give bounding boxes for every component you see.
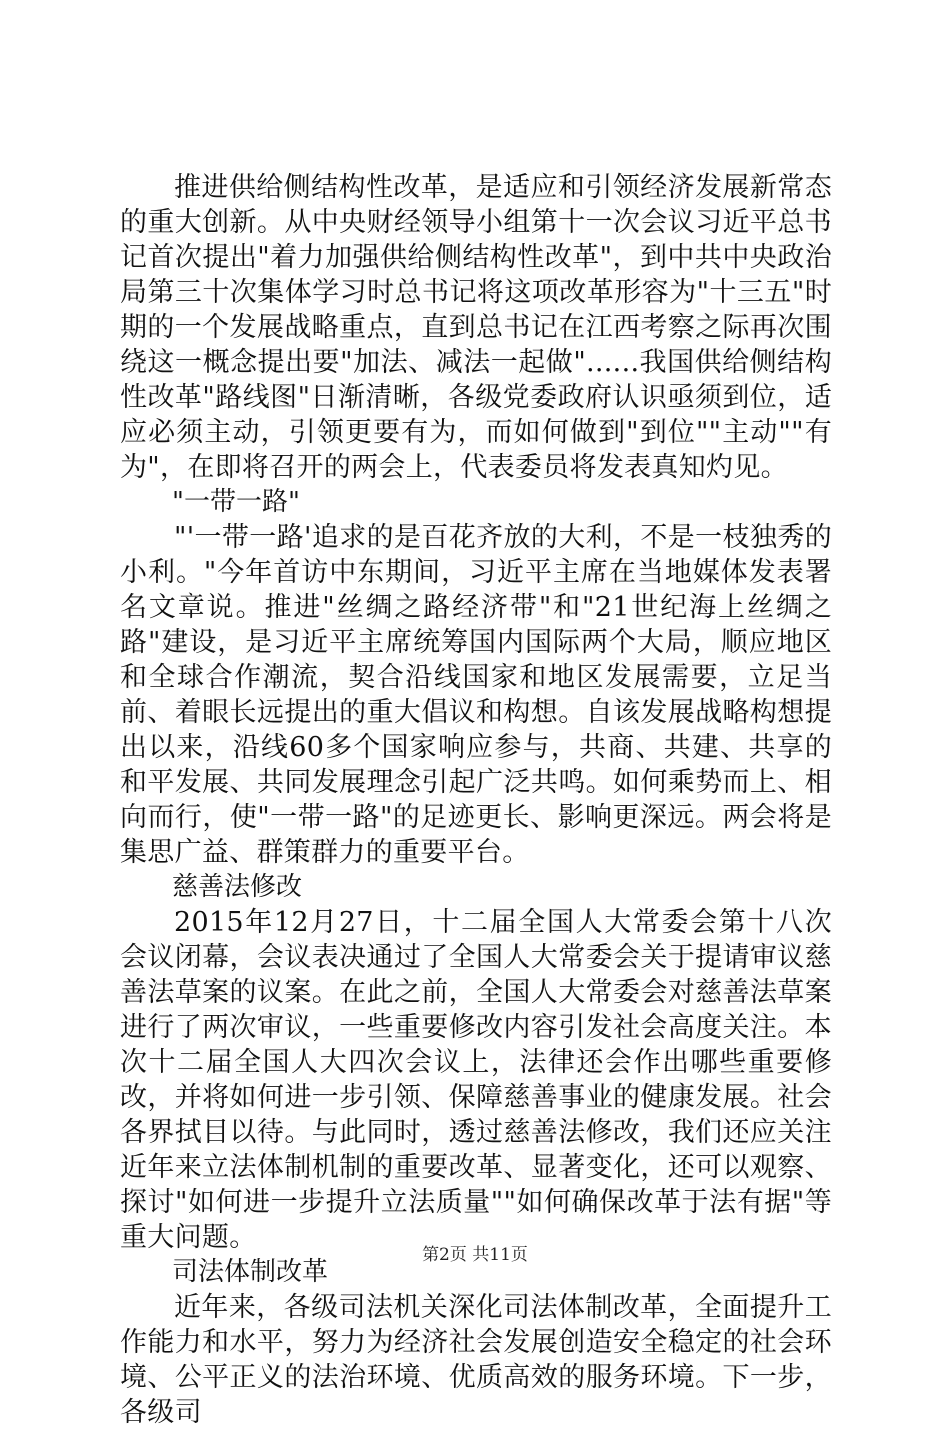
paragraph-judicial-reform: 近年来，各级司法机关深化司法体制改革，全面提升工作能力和水平，努力为经济社会发展创造安全稳定的社会环境、公平正义的法治环境、优质高效的服务环境。下一步，各级司 [120,1292,832,1428]
heading-judicial-reform: 司法体制改革 [172,1257,329,1287]
paragraph-supply-side-reform: 推进供给侧结构性改革，是适应和引领经济发展新常态的重大创新。从中央财经领导小组第十一次会议习近平总书记首次提出"着力加强供给侧结构性改革"，到中共中央政治局第三十次集体学习时总书记将这项改革形容为"十三五"时期的一个发展战略重点，直到总书记在江西考察之际再次围绕这一概念提出要"加法、减法一起做"......我国供给侧结构性改革"路线图"日渐清晰，各级党委政府认识亟须到位，适应必须主动，引领更要有为，而如何做到"到位""主动""有为"，在即将召开的两会上，代表委员将发表真知灼见。 [120,172,832,483]
heading-charity-law: 慈善法修改 [172,872,303,902]
paragraph-charity-law: 2015年12月27日，十二届全国人大常委会第十八次会议闭幕，会议表决通过了全国人大常委会关于提请审议慈善法草案的议案。在此之前，全国人大常委会对慈善法草案进行了两次审议，一些重要修改内容引发社会高度关注。本次十二届全国人大四次会议上，法律还会作出哪些重要修改，并将如何进一步引领、保障慈善事业的健康发展。社会各界拭目以待。与此同时，透过慈善法修改，我们还应关注近年来立法体制机制的重要改革、显著变化，还可以观察、探讨"如何进一步提升立法质量""如何确保改革于法有据"等重大问题。 [120,907,832,1253]
heading-belt-and-road: "一带一路" [172,487,300,517]
paragraph-belt-and-road: "'一带一路'追求的是百花齐放的大利，不是一枝独秀的小利。"今年首访中东期间，习近平主席在当地媒体发表署名文章说。推进"丝绸之路经济带"和"21世纪海上丝绸之路"建设，是习近平主席统筹国内国际两个大局，顺应地区和全球合作潮流，契合沿线国家和地区发展需要，立足当前、着眼长远提出的重大倡议和构想。自该发展战略构想提出以来，沿线60多个国家响应参与，共商、共建、共享的和平发展、共同发展理念引起广泛共鸣。如何乘势而上、相向而行，使"一带一路"的足迹更长、影响更深远。两会将是集思广益、群策群力的重要平台。 [120,522,832,868]
page-number-footer: 第2页 共11页 [422,1245,528,1265]
